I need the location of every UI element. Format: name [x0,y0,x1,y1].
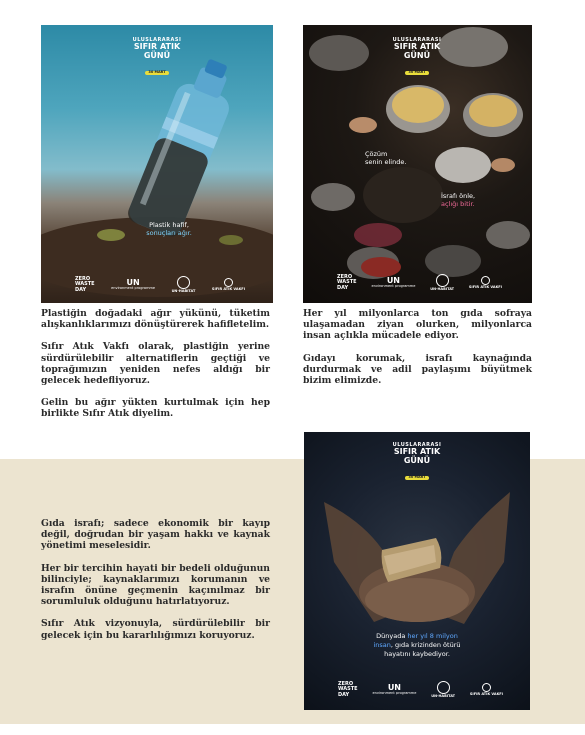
caption-line: Çözüm [365,150,388,158]
partner-logos [75,275,245,295]
event-brand-logo: ULUSLARARASI SIFIR ATIK GÜNÜ 30 MART [392,442,442,480]
poster-food-pots [303,25,532,303]
caption-line: Plastik hafif, [149,221,189,229]
text-food-waste [303,308,532,397]
paragraph: Her bir tercihin hayati bir bedeli olduğunun bilinciyle; kaynaklarımızı korumanın ve israfın önüne geçmenin kaçınılmaz bir sorumluluk olduğunu hatırlatıyoruz. [41,562,270,608]
emblem-icon [177,276,190,289]
paragraph: Plastiğin doğadaki ağır yükünü, tüketim alışkanlıklarımızı dönüştürerek hafifletelim. [41,308,270,331]
poster-caption-solution [365,150,435,166]
leaf-icon [482,683,491,692]
zero-waste-day-logo: ZERO WASTE DAY [75,276,95,293]
caption-line: insan, gıda krizinden ötürü [373,641,461,649]
paragraph: Gıda israfı; sadece ekonomik bir kayıp değil, doğrudan bir yaşam hakkı ve kaynak yönetimi meselesidir. [41,518,270,552]
paragraph: Her yıl milyonlarca ton gıda sofraya ulaşamadan ziyan olurken, milyonlarca insan açlıkla mücadele ediyor. [303,308,532,342]
un-habitat-logo: UN-HABITAT [172,276,196,294]
partner-logos [338,680,503,700]
leaf-icon [481,276,490,285]
partner-logos [337,273,502,293]
un-environment-logo: UN environment programme [372,682,417,696]
poster-caption [329,632,505,659]
paragraph: Gelin bu ağır yükten kurtulmak için hep birlikte Sıfır Atık diyelim. [41,397,270,420]
foundation-logo: SIFIR ATIK VAKFI [469,276,502,290]
paragraph: Sıfır Atık vizyonuyla, sürdürülebilir bir gelecek için bu kararlılığımızı koruyoruz. [41,618,270,641]
foundation-logo: SIFIR ATIK VAKFI [470,683,503,697]
poster-hands-bread [304,432,530,710]
poster-caption-hunger [441,192,521,208]
poster-plastic-bottle [41,25,273,303]
emblem-icon [437,681,450,694]
un-habitat-logo: UN-HABITAT [430,274,454,292]
poster-caption [134,221,204,237]
caption-line: Dünyada her yıl 8 milyon [376,632,458,640]
un-environment-logo: UN environment programme [371,275,416,289]
event-brand-logo: ULUSLARARASI SIFIR ATIK GÜNÜ 30 MART [392,37,442,75]
caption-line: sonuçları ağır. [146,229,192,237]
text-plastic [41,308,270,431]
caption-line: senin elinde. [365,158,407,166]
text-food-crisis [41,518,270,652]
caption-line: hayatını kaybediyor. [384,650,450,658]
un-habitat-logo: UN-HABITAT [431,681,455,699]
un-environment-logo: UN environment programme [111,277,156,291]
paragraph: Gıdayı korumak, israfı kaynağında durdurmak ve adil paylaşımı büyütmek bizim elimizde. [303,352,532,387]
paragraph: Sıfır Atık Vakfı olarak, plastiğin yerine sürdürülebilir alternatiflerin geçtiği ve toprağımızın yeniden nefes aldığı bir gelecek hedefliyoruz. [41,341,270,387]
leaf-icon [224,278,233,287]
caption-line: İsrafı önle, [441,192,476,200]
foundation-logo: SIFIR ATIK VAKFI [212,278,245,292]
zero-waste-day-logo: ZERO WASTE DAY [338,681,358,698]
event-brand-logo: ULUSLARARASI SIFIR ATIK GÜNÜ 30 MART [132,37,182,75]
emblem-icon [436,274,449,287]
zero-waste-day-logo: ZERO WASTE DAY [337,274,357,291]
caption-line: açlığı bitir. [441,200,475,208]
